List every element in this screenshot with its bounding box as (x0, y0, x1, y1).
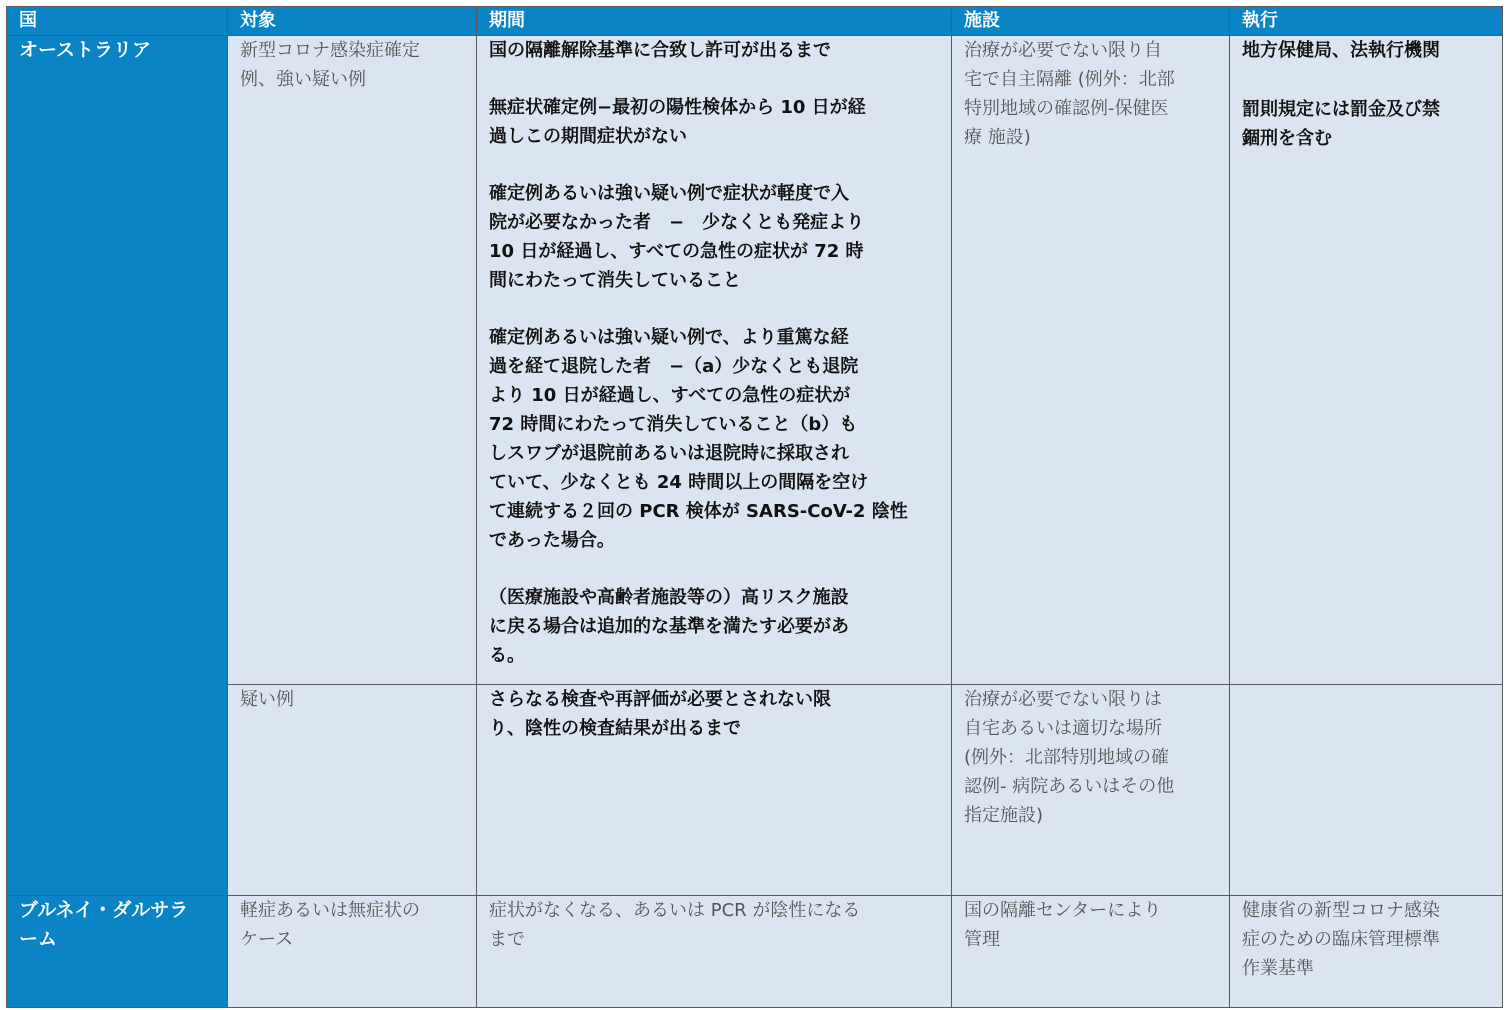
header-period: 期間 (477, 7, 952, 36)
enforcement-paragraph: 罰則規定には罰金及び禁 錮刑を含む (1242, 99, 1440, 149)
enforcement-brunei: 健康省の新型コロナ感染 症のための臨床管理標準 作業基準 (1230, 896, 1503, 1008)
enforcement-australia-1 (1230, 36, 1503, 685)
header-row (7, 7, 1503, 36)
facility-australia-1: 治療が必要でない限り自 宅で自主隔離 (例外：北部 特別地域の確認例-保健医 療 施設) (952, 36, 1230, 685)
enforcement-australia-2 (1230, 685, 1503, 896)
header-target: 対象 (228, 7, 477, 36)
facility-australia-2: 治療が必要でない限りは 自宅あるいは適切な場所 (例外：北部特別地域の確 認例- 病院あるいはその他 指定施設) (952, 685, 1230, 896)
period-paragraph: （医療施設や高齢者施設等の）高リスク施設 に戻る場合は追加的な基準を満たす必要があ る。 (489, 587, 849, 666)
target-australia-2: 疑い例 (228, 685, 477, 896)
facility-brunei: 国の隔離センターにより 管理 (952, 896, 1230, 1008)
period-australia-1 (477, 36, 952, 685)
period-paragraph: 確定例あるいは強い疑い例で、より重篤な経 過を経て退院した者 −（a）少なくとも退院 より 10 日が経過し、すべての急性の症状が 72 時間にわたって消失していること（b）も しスワブが退院前あるいは退院時に採取され ていて、少なくとも 24 時間以上の間隔を空け て連続する２回の PCR 検体が SARS-CoV-2 陰性 であった場合。 (489, 327, 908, 551)
period-australia-2: さらなる検査や再評価が必要とされない限 り、陰性の検査結果が出るまで (477, 685, 952, 896)
table-row-brunei (7, 896, 1503, 1008)
quarantine-table (6, 6, 1503, 1008)
period-brunei: 症状がなくなる、あるいは PCR が陰性になる まで (477, 896, 952, 1008)
country-brunei: ブルネイ・ダルサラ ーム (7, 896, 228, 1008)
table-row-australia-2 (7, 685, 1503, 896)
table-row-australia-1 (7, 36, 1503, 685)
period-paragraph: 国の隔離解除基準に合致し許可が出るまで (489, 40, 831, 61)
header-facility: 施設 (952, 7, 1230, 36)
enforcement-paragraph: 地方保健局、法執行機関 (1242, 40, 1440, 61)
header-enforcement: 執行 (1230, 7, 1503, 36)
period-paragraph: 確定例あるいは強い疑い例で症状が軽度で入 院が必要なかった者 − 少なくとも発症より 10 日が経過し、すべての急性の症状が 72 時 間にわたって消失していること (489, 183, 865, 291)
header-country: 国 (7, 7, 228, 36)
period-paragraph: 無症状確定例−最初の陽性検体から 10 日が経 過しこの期間症状がない (489, 97, 866, 147)
target-brunei: 軽症あるいは無症状の ケース (228, 896, 477, 1008)
country-australia: オーストラリア (7, 36, 228, 896)
target-australia-1: 新型コロナ感染症確定 例、強い疑い例 (228, 36, 477, 685)
